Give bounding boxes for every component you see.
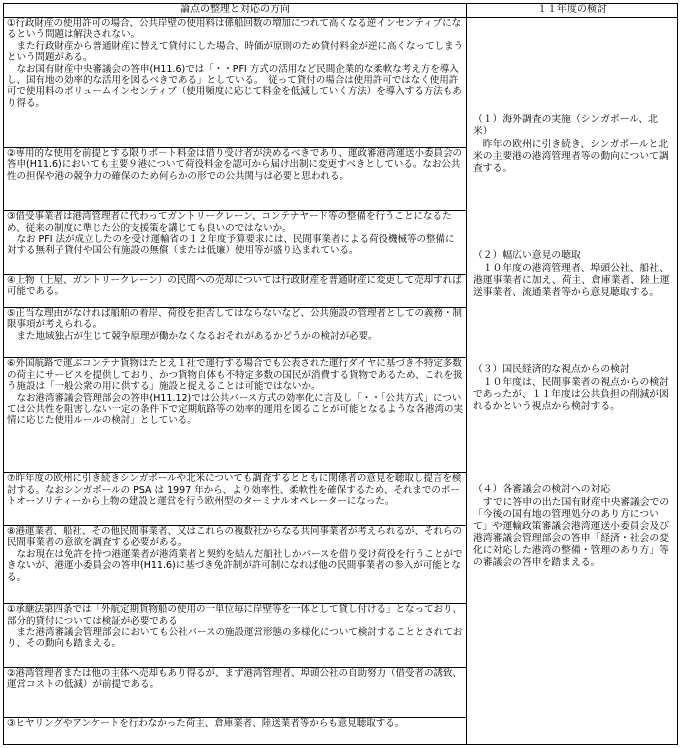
right-block-title: （２）幅広い意見の聴取 [473, 249, 581, 261]
right-block-body: １０年度の港湾管理者、埠頭公社、船社、港運事業者に加え、荷主、倉庫業者、陸上運送事業者、流通業者等から意見聴取する。 [473, 262, 670, 298]
right-block-3 [473, 364, 672, 413]
header-left: 論点の整理と対応の方向 [4, 4, 467, 18]
item-paragraph: ①承継法第四条では「外航定期貨物船の使用の一単位毎に岸壁等を一体として貸し付ける」となっており、部分的貸付については検証が必要である [7, 604, 463, 627]
left-item-2 [4, 147, 467, 210]
left-item-4 [4, 274, 467, 307]
item-paragraph: また地域独占が生じて競争原理が働かなくなるおそれがあるかどうかの検討が必要。 [7, 330, 378, 342]
left-item-6 [4, 358, 467, 473]
item-paragraph: ③ヒヤリングやアンケートを行わなかった荷主、倉庫業者、陸送業者等からも意見聴取する。 [7, 718, 405, 730]
right-block-title: （３）国民経済的な視点からの検討 [473, 363, 630, 375]
document-table [3, 3, 678, 745]
item-paragraph: ⑥外国航路で運ぶコンテナ貨物はたとえ１社で運行する場合でも公表された運行ダイヤに基づき不特定多数の荷主にサービスを提供しており、かつ貨物自体も不特定多数の国民が消費する貨物であるため、これを扱う施設は「一般公衆の用に供する」施設と捉えることは可能ではないか。 [7, 358, 463, 393]
right-block-1 [473, 114, 672, 175]
item-paragraph: ④上物（上屋、ガントリークレーン）の民間への売却については行政財産を普通財産に変更して売却すれば可能である。 [7, 274, 462, 298]
item-paragraph: なお現在は免許を持つ港運業者が港湾業者と契約を結んだ船社しかバースを借り受け荷役を行うことができないが、港運小委員会の答申(H11.6)に基づき免許制が許可制になれば他の民間事業者の参入が可能となる。 [7, 548, 463, 583]
left-item-5 [4, 307, 467, 357]
item-paragraph: ⑤正当な理由がなければ船舶の着岸、荷役を拒否してはならないなど、公共施設の管理者としての義務・制限事項が考えられる。 [7, 307, 463, 331]
right-block-body: すでに答申の出た国有財産中央審議会での「今後の国有地の管理処分のあり方について」や運輸政策審議会港湾運送小委員会及び港湾審議会管理部会の答申「経済・社会の変化に対応した港湾の整備・管理のあり方」等の審議会の答申を踏まえる。 [473, 496, 670, 568]
item-paragraph: ①行政財産の使用許可の場合、公共岸壁の使用料は係船回数の増加につれて高くなる逆インセンティブになるという問題は解決されない。 [7, 17, 462, 41]
header-right: １１年度の検討 [467, 4, 678, 18]
left-item-9 [4, 604, 467, 667]
right-block-2 [473, 250, 672, 299]
item-paragraph: また港湾審議会管理部会においても公社バースの施設運営形態の多様化について検討することとされており、その動向も踏まえる。 [7, 627, 463, 650]
item-paragraph: ⑧港運業者、船社、その他民間事業者、又はこれらの複数社からなる共同事業者が考えられるが、それらの民間事業者の意欲を調査する必要がある。 [7, 525, 463, 549]
right-block-title: （４）各審議会の検討への対応 [473, 483, 611, 495]
item-paragraph: ③借受事業者は港湾管理者に代わってガントリークレーン、コンテナヤード等の整備を行うことになるため、従来の制度に準じた公的支援策を講じても良いのではないか。 [7, 211, 452, 234]
table-row [4, 17, 678, 147]
left-item-11 [4, 718, 467, 745]
right-block-body: １０年度は、民間事業者の視点からの検討であったが、１１年度は公共負担の削減が図れるかという視点から検討する。 [473, 376, 669, 412]
right-block-body: 昨年の欧州に引き続き、シンガポールと北米の主要港の港湾管理者等の動向について調査する。 [473, 138, 669, 174]
item-paragraph: また行政財産から普通財産に替えて貸付にした場合、時価が原則のため貸付料金が逆に高くなってしまうという問題がある。 [7, 40, 464, 64]
item-paragraph: ⑦昨年度の欧州に引き続きシンガポールや北米についても調査するとともに関係者の意見を聴取し提言を検討する。なおシンガポールの PSA は 1997 年から、より効率性、柔軟性を確保するため、それまでのポートオーソリティーから上物の建設と運営を行う欧州型のターミナルオペレーターになった。 [7, 473, 462, 508]
left-item-7 [4, 473, 467, 526]
item-paragraph: なお港湾審議会管理部会の答申(H11.12)では公共バース方式の効率化に言及し「・・「公共方式」については公共性を阻害しない一定の条件下で定期航路等の効率的運用を図ることが可能となるような各港湾の実情に応じた使用ルールの検討」としている。 [7, 392, 464, 427]
item-paragraph: ②港湾管理者または他の主体へ売却もあり得るが、まず港湾管理者、埠頭公社の自助努力（借受者の誘致、運営コストの低減）が前提である。 [7, 667, 463, 691]
right-column [467, 17, 678, 744]
left-item-1 [4, 17, 467, 147]
right-block-title: （１）海外調査の実施（シンガポール、北米） [473, 113, 658, 137]
header-row [4, 4, 678, 18]
left-item-8 [4, 525, 467, 603]
item-paragraph: ②専用的な使用を前提とする限りボ－ト料金は借り受け者が決めるべきであり、運政審港湾運送小委員会の答申(H11.6)においても主要９港について荷役料金を認可から届け出制に変更すべきとしている。なお公共性の担保や港の競争力の確保のため何らかの形での公共関与は必要と思われる。 [7, 147, 463, 182]
item-paragraph: なお PFI 法が成立したのを受け運輸省の１２年度予算要求には、民間事業者による荷役機械等の整備に対する無利子貸付や国公有施設の無償（または低廉）使用等が盛り込まれている。 [7, 234, 455, 257]
right-block-4 [473, 484, 672, 569]
item-paragraph: なお国有財産中央審議会の答申(H11.6)では「・・PFI 方式の活用など民間企業的な柔軟な考え方を導入し、国有地の効率的な活用を図るべきである」としている。 従って貸付の場合は使用許可ではなく使用許可で使用料のボリュームインセンティブ（使用頻度に応じて料金を低減していく方法）を導入する方法もあり得る。 [7, 63, 462, 109]
left-item-3 [4, 211, 467, 274]
left-item-10 [4, 667, 467, 717]
